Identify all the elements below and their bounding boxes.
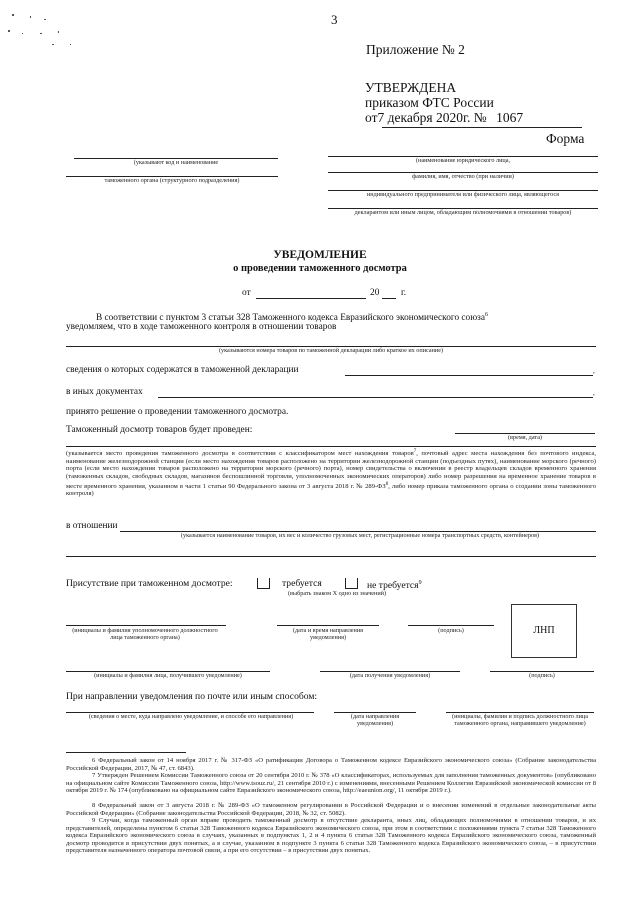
place-caption-c: , либо номер приказа таможенного органа о создании зоны таможенного контроля) <box>66 482 596 498</box>
inspection-text: Таможенный досмотр товаров будет проведен: <box>66 425 253 435</box>
mail-officer-caption: (инициалы, фамилия и подпись должностного лица таможенного органа, направившего уведомление) <box>452 713 588 727</box>
mail-text: При направлении уведомления по почте или иным способом: <box>66 691 318 702</box>
place-caption <box>66 448 596 498</box>
place-caption-b: , почтовый адрес места нахождения без почтового индекса, наименование железнодорожной станции (если место нахождения товаров расположено на территории железнодорожной станции (подъездных путях), наименование морского (речного) порта (если место нахождения товаров расположено на территории морского (речного) порта), номер свидетельства о включении в реестр владельцев складов временного хранения (таможенных складов, свободных складов, магазинов беспошлинной торговли, уполномоченных экономических операторов) либо номер разрешения на временное хранение товаров в месте временного хранения, указанном в части 1 статьи 90 Федерального закона от 3 августа 2018 г. № 289-ФЗ <box>66 450 596 490</box>
required-label: требуется <box>282 578 322 589</box>
checkbox-not-required[interactable] <box>345 578 358 589</box>
legal-name-caption: (наименование юридического лица, <box>415 157 511 164</box>
not-required-text: не требуется <box>367 580 419 592</box>
choose-caption: (выбрать знаком X одно из значений) <box>287 590 387 597</box>
order-line <box>365 112 523 123</box>
officer-caption: (инициалы и фамилия уполномоченного должностного лица таможенного органа) <box>72 627 218 641</box>
order-from: от <box>365 110 378 125</box>
place-sup: 7 <box>413 449 417 454</box>
place-caption-a: (указывается место проведения таможенного досмотра в соответствии с классификатором мест нахождения товаров <box>66 450 414 458</box>
order-number: 1067 <box>496 110 524 125</box>
date-from-label: от <box>242 288 251 298</box>
customs-organ-caption: таможенного органа (структурного подразделения) <box>104 177 240 184</box>
footnote-9: 9 Случаи, когда таможенный орган вправе проводить таможенный досмотр в отсутствие декларанта, иных лиц, обладающих полномочиями в отношении товаров, и их представителей, определены пунктом 6 статьи 328 Таможенного кодекса Евразийского экономического союза, при этом в соответствии с положениями пункта 7 статьи 328 Таможенного кодекса Евразийского экономического союза в случаях, указанных в подпунктах 1, 2 и 4 пункта 6 статьи 328 Таможенного кодекса Евразийского экономического союза, таможенный досмотр проводится в присутствии двух понятых, а в случае, указанном в подпункте 3 пункта 6 статьи 328 Таможенного кодекса Евразийского экономического союза, – в присутствии представителя назначенного оператора почтовой связи, а при его отсутствии – в присутствии двух понятых. <box>66 817 596 854</box>
order-no-label: № <box>473 110 487 125</box>
received-caption: (дата получения уведомления) <box>349 672 431 679</box>
doc-subtitle: о проведении таможенного досмотра <box>233 263 407 274</box>
date-year-label: 20 <box>370 288 380 298</box>
presence-sup: 9 <box>418 580 422 586</box>
presence-label: Присутствие при таможенном досмотре: <box>66 578 233 589</box>
footnote-6: 6 Федеральный закон от 14 ноября 2017 г. № 317-ФЗ «О ратификации Договора о Таможенном кодексе Евразийского экономического союза» (Собрание законодательства Российской Федерации, 2017, № 47, ст. 6843). <box>66 757 596 772</box>
intro-sup: 6 <box>484 312 488 318</box>
ip-caption: индивидуального предпринимателя или физического лица, являющегося <box>367 191 559 198</box>
form-label: Форма <box>546 131 585 146</box>
declaration-text: сведения о которых содержатся в таможенной декларации <box>66 365 299 375</box>
other-docs-end: , <box>593 389 595 397</box>
regarding-text: в отношении <box>66 521 118 531</box>
approved-label: УТВЕРЖДЕНА <box>365 80 457 95</box>
vehicle-caption: (указывается наименование товаров, их вес и количество грузовых мест, регистрационные номера транспортных средств, контейнеров) <box>180 532 540 539</box>
sign-caption-2: (подпись) <box>529 672 555 679</box>
intro-main: В соответствии с пунктом 3 статьи 328 Таможенного кодекса Евразийского экономического союза <box>96 313 485 324</box>
footnote-8: 8 Федеральный закон от 3 августа 2018 г. № 289-ФЗ «О таможенном регулировании в Российской Федерации и о внесении изменений в отдельные законодательные акты Российской Федерации» (Собрание законодательства Российской Федерации, 2018, № 32, ст. 5082). <box>66 802 596 817</box>
intro-text-2: уведомляем, что в ходе таможенного контроля в отношении товаров <box>66 322 337 332</box>
place-sup2: 8 <box>385 481 389 487</box>
decision-text: принято решение о проведении таможенного досмотра. <box>66 407 289 417</box>
doc-title: УВЕДОМЛЕНИЕ <box>273 249 367 261</box>
order-date: 7 декабря 2020г. <box>377 110 471 125</box>
declarant-caption: декларантом или иным лицом, обладающим полномочиями в отношении товаров) <box>354 209 572 216</box>
stamp-label: ЛНП <box>533 625 555 636</box>
appendix-label: Приложение № 2 <box>366 42 465 57</box>
page-number: 3 <box>331 12 338 27</box>
sent-time-caption: (дата и время направления уведомления) <box>292 627 364 641</box>
mail-date-caption: (дата направления уведомления) <box>350 713 400 727</box>
recipient-caption: (инициалы и фамилия лица, получившего уведомление) <box>94 672 242 679</box>
presence-text <box>66 578 233 589</box>
mail-place-caption: (сведения о месте, куда направлено уведомление, и способе его направления) <box>88 713 294 720</box>
time-caption: (время, дата) <box>508 434 542 441</box>
goods-caption: (указываются номера товаров по таможенной декларации либо краткое их описание) <box>218 347 444 354</box>
footnote-7: 7 Утвержден Решением Комиссии Таможенного союза от 20 сентября 2010 г. № 378 «О классификаторах, используемых для заполнения таможенных документов» (опубликовано на официальном сайте Комиссии Таможенного союза, http://www.tsouz.ru/, 21 сентября 2010 г.) с изменениями, внесенными Решением Коллегии Евразийской экономической комиссии от 8 октября 2019 г. № 174 (опубликовано на официальном сайте Евразийского экономического союза, http://eaeunion.org/, 11 октября 2019 г.). <box>66 772 596 794</box>
checkbox-required[interactable] <box>257 578 270 589</box>
order-label: приказом ФТС России <box>365 95 494 110</box>
declaration-end: , <box>593 367 595 375</box>
other-docs-text: в иных документах <box>66 387 143 397</box>
sign-caption: (подпись) <box>438 627 464 634</box>
fio-caption: фамилия, имя, отчество (при наличии) <box>412 173 514 180</box>
customs-code-caption: (указывают код и наименование <box>133 159 219 166</box>
date-g-label: г. <box>401 288 407 298</box>
